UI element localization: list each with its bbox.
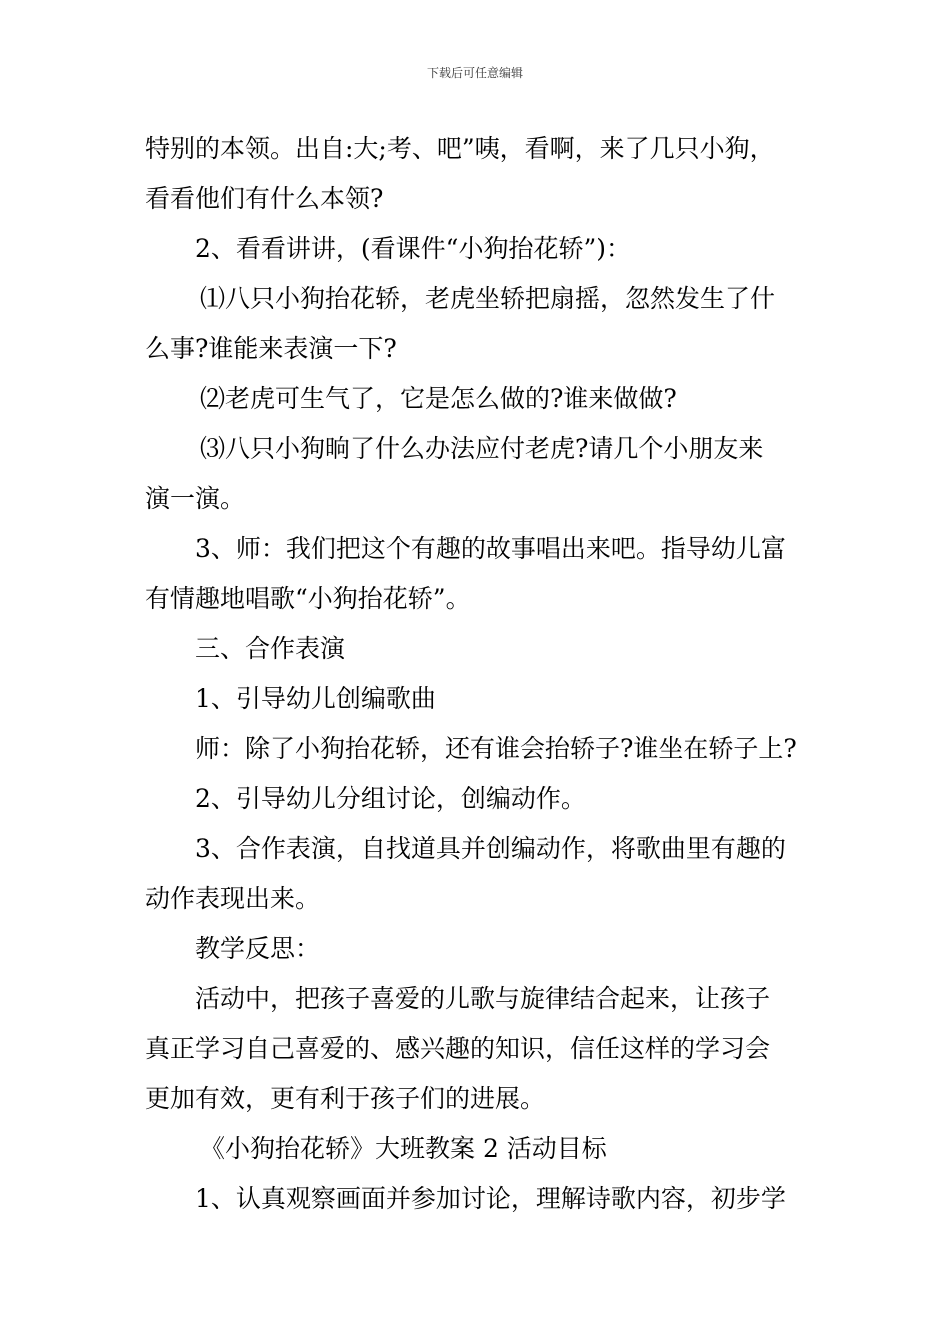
text-line: 演一演。 — [145, 484, 246, 513]
section-heading: 三、合作表演 — [195, 634, 346, 663]
document-body — [145, 124, 810, 1224]
text-line: 2、引导幼儿分组讨论，创编动作。 — [195, 784, 586, 813]
page-header: 下载后可任意编辑 — [426, 66, 523, 80]
text-line: 看看他们有什么本领? — [145, 184, 384, 213]
text-line: 真正学习自己喜爱的、感兴趣的知识，信任这样的学习会 — [145, 1034, 771, 1063]
text-line: 活动中，把孩子喜爱的儿歌与旋律结合起来，让孩子 — [195, 984, 771, 1013]
text-line: ⑵老虎可生气了，它是怎么做的?谁来做做? — [200, 384, 677, 413]
text-line: 1、引导幼儿创编歌曲 — [195, 684, 436, 713]
text-line: 师：除了小狗抬花轿，还有谁会抬轿子?谁坐在轿子上? — [195, 734, 797, 763]
text-line: 特别的本领。出自:大;考、吧”咦，看啊，来了几只小狗， — [145, 134, 775, 163]
section-heading: 教学反思： — [195, 934, 321, 963]
text-line: 2、看看讲讲，(看课件“小狗抬花轿”)： — [195, 234, 631, 263]
text-line: 有情趣地唱歌“小狗抬花轿”。 — [145, 584, 471, 613]
text-line: 动作表现出来。 — [145, 884, 321, 913]
text-line: 1、认真观察画面并参加讨论，理解诗歌内容，初步学 — [195, 1184, 786, 1213]
text-line: 3、师：我们把这个有趣的故事唱出来吧。指导幼儿富 — [195, 534, 786, 563]
text-line: ⑶八只小狗晌了什么办法应付老虎?请几个小朋友来 — [200, 434, 764, 463]
text-line: 更加有效，更有利于孩子们的进展。 — [145, 1084, 546, 1113]
text-line: ⑴八只小狗抬花轿，老虎坐轿把扇摇，忽然发生了什 — [200, 284, 776, 313]
text-line: 3、合作表演，自找道具并创编动作，将歌曲里有趣的 — [195, 834, 786, 863]
lesson-title: 《小狗抬花轿》大班教案 2 活动目标 — [200, 1134, 607, 1163]
text-line: 么事?谁能来表演一下? — [145, 334, 397, 363]
